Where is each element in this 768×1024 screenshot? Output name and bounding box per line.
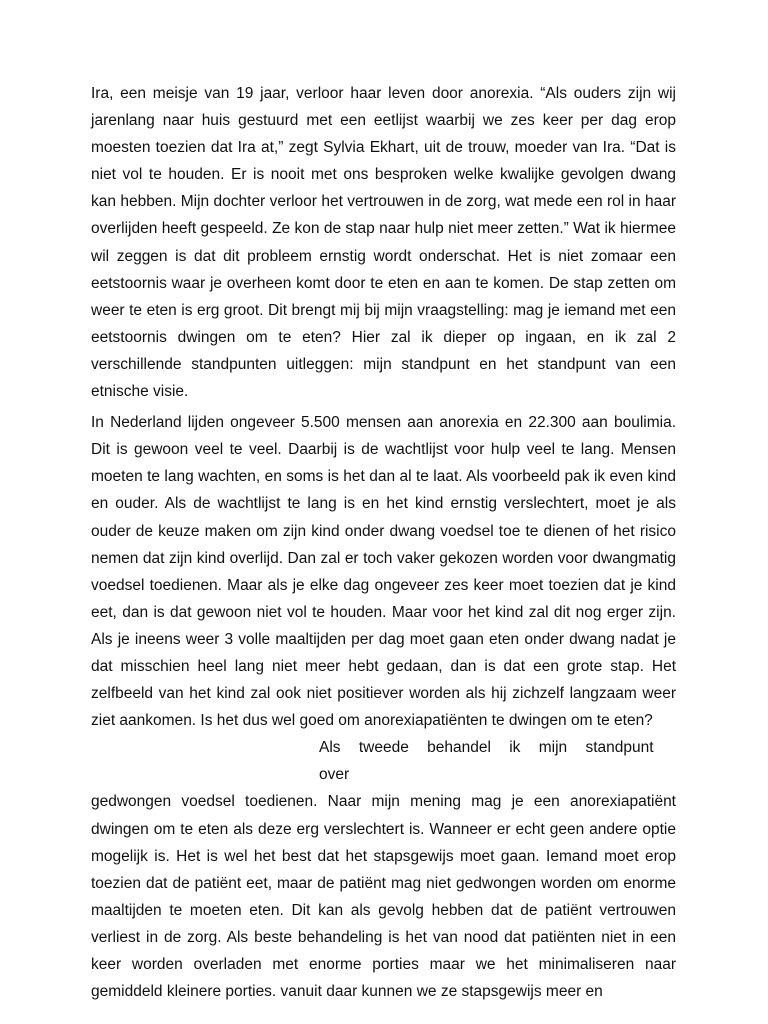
document-page (91, 80, 676, 1005)
paragraph-statistics (91, 409, 676, 1005)
paragraph-statistics-text: In Nederland lijden ongeveer 5.500 mensen aan anorexia en 22.300 aan boulimia. Dit is gewoon veel te veel. Daarbij is de wachtlijst voor hulp veel te lang. Mensen moeten te lang wachten, en soms is het dan al te laat. Als voorbeeld pak ik even kind en ouder. Als de wachtlijst te lang is en het kind ernstig verslechtert, moet je als ouder de keuze maken om zijn kind onder dwang voedsel toe te dienen of het risico nemen dat zijn kind overlijd. Dan zal er toch vaker gekozen worden voor dwangmatig voedsel toedienen. Maar als je elke dag ongeveer zes keer moet toezien dat je kind eet, dan is dat gewoon niet vol te houden. Maar voor het kind zal dit nog erger zijn. Als je ineens weer 3 volle maaltijden per dag moet gaan eten onder dwang nadat je dat misschien heel lang niet meer hebt gedaan, dan is dat een grote stap. Het zelfbeeld van het kind zal ook niet positiever worden als hij zichzelf langzaam weer ziet aankomen. Is het dus wel goed om anorexiapatiënten te dwingen om te eten? (91, 414, 676, 730)
paragraph-standpoint-lead: Als tweede behandel ik mijn standpunt over (319, 739, 654, 784)
paragraph-intro: Ira, een meisje van 19 jaar, verloor haar leven door anorexia. “Als ouders zijn wij jarenlang naar huis gestuurd met een eetlijst waarbij we zes keer per dag erop moesten toezien dat Ira at,” zegt Sylvia Ekhart, uit de trouw, moeder van Ira. “Dat is niet vol te houden. Er is nooit met ons besproken welke kwalijke gevolgen dwang kan hebben. Mijn dochter verloor het vertrouwen in de zorg, wat mede een rol in haar overlijden heeft gespeeld. Ze kon de stap naar hulp niet meer zetten.” Wat ik hiermee wil zeggen is dat dit probleem ernstig wordt onderschat. Het is niet zomaar een eetstoornis waar je overheen komt door te eten en aan te komen. De stap zetten om weer te eten is erg groot. Dit brengt mij bij mijn vraagstelling: mag je iemand met een eetstoornis dwingen om te eten? Hier zal ik dieper op ingaan, en ik zal 2 verschillende standpunten uitleggen: mijn standpunt en het standpunt van een etnische visie. (91, 85, 676, 401)
paragraph-standpoint-text: gedwongen voedsel toedienen. Naar mijn mening mag je een anorexiapatiënt dwingen om te eten als deze erg verslechtert is. Wanneer er echt geen andere optie mogelijk is. Het is wel het best dat het stapsgewijs moet gaan. Iemand moet erop toezien dat de patiënt eet, maar de patiënt mag niet gedwongen worden om enorme maaltijden te moeten eten. Dit kan als gevolg hebben dat de patiënt vertrouwen verliest in de zorg. Als beste behandeling is het van nood dat patiënten niet in een keer worden overladen met enorme porties maar we het minimaliseren naar gemiddeld kleinere porties. vanuit daar kunnen we ze stapsgewijs meer en (91, 793, 676, 1001)
